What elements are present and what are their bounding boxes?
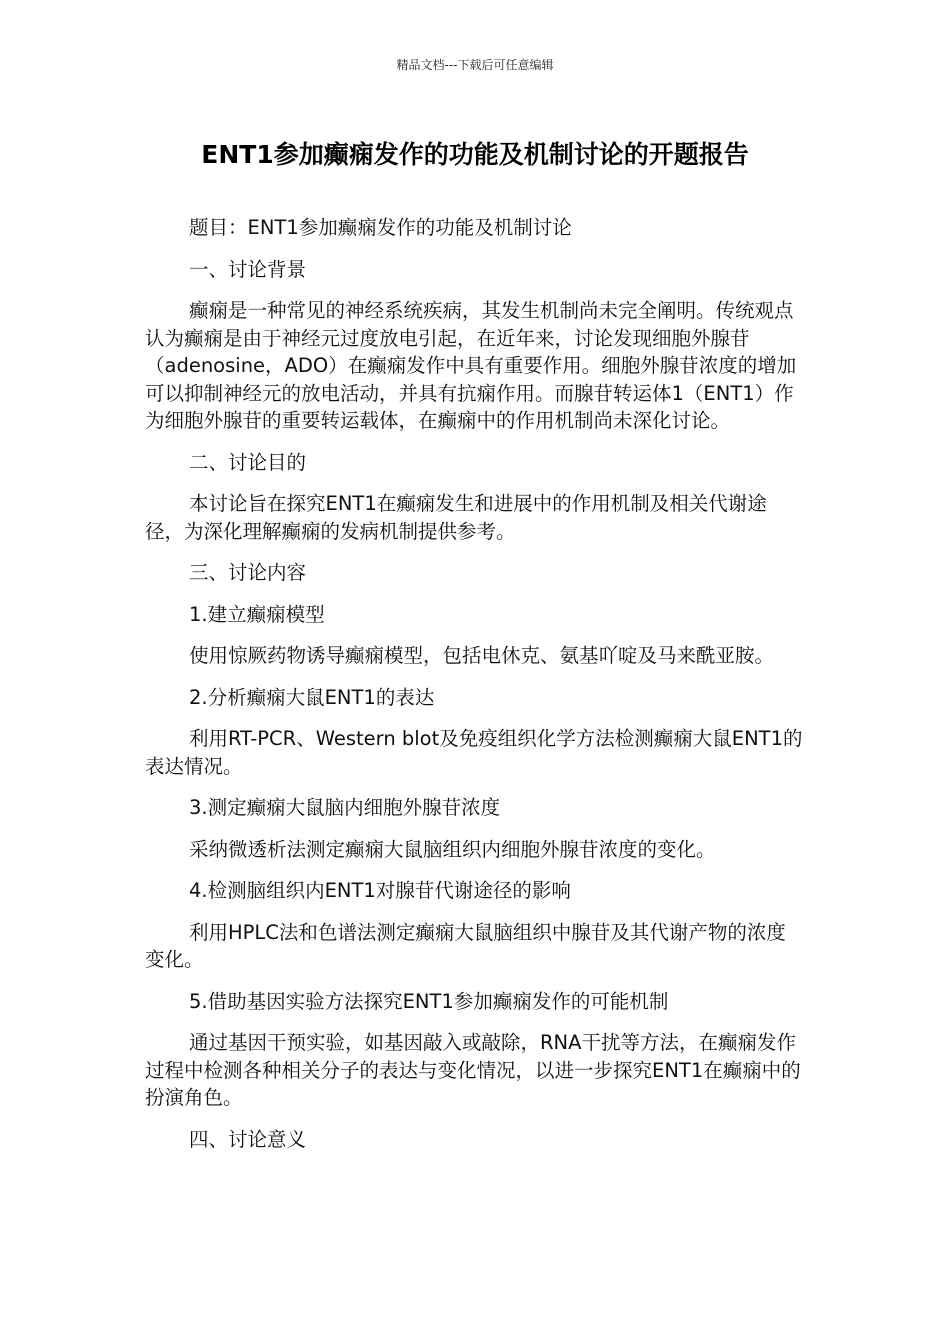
- subheading-5: 5.借助基因实验方法探究ENT1参加癫痫发作的可能机制: [189, 989, 669, 1013]
- document-body: [145, 214, 805, 1167]
- background-paragraph: 癫痫是一种常见的神经系统疾病，其发生机制尚未完全阐明。传统观点认为癫痫是由于神经元过度放电引起，在近年来，讨论发现细胞外腺苷（adenosine，ADO）在癫痫发作中具有重要作用。细胞外腺苷浓度的增加可以抑制神经元的放电活动，并具有抗痫作用。而腺苷转运体1（ENT1）作为细胞外腺苷的重要转运载体，在癫痫中的作用机制尚未深化讨论。: [145, 299, 797, 432]
- paragraph-3: 采纳微透析法测定癫痫大鼠脑组织内细胞外腺苷浓度的变化。: [189, 837, 716, 861]
- subheading-4: 4.检测脑组织内ENT1对腺苷代谢途径的影响: [189, 879, 571, 902]
- paragraph-2: 利用RT-PCR、Western blot及免疫组织化学方法检测癫痫大鼠ENT1的表达情况。: [145, 727, 803, 778]
- subheading-3: 3.测定癫痫大鼠脑内细胞外腺苷浓度: [189, 796, 501, 819]
- document-title: ENT1参加癫痫发作的功能及机制讨论的开题报告: [201, 140, 749, 169]
- section-heading-background: 一、讨论背景: [189, 257, 307, 281]
- paragraph-4: 利用HPLC法和色谱法测定癫痫大鼠脑组织中腺苷及其代谢产物的浓度变化。: [145, 920, 786, 971]
- section-heading-content: 三、讨论内容: [189, 561, 307, 584]
- purpose-paragraph: 本讨论旨在探究ENT1在癫痫发生和进展中的作用机制及相关代谢途径，为深化理解癫痫的发病机制提供参考。: [145, 492, 767, 543]
- topic-line: 题目：ENT1参加癫痫发作的功能及机制讨论: [189, 216, 572, 239]
- paragraph-1: 使用惊厥药物诱导癫痫模型，包括电休克、氨基吖啶及马来酰亚胺。: [189, 644, 775, 667]
- page-header: 精品文档---下载后可任意编辑: [396, 58, 554, 72]
- subheading-2: 2.分析癫痫大鼠ENT1的表达: [189, 685, 435, 709]
- section-heading-significance: 四、讨论意义: [189, 1127, 307, 1151]
- paragraph-5: 通过基因干预实验，如基因敲入或敲除，RNA干扰等方法，在癫痫发作过程中检测各种相关分子的表达与变化情况，以进一步探究ENT1在癫痫中的扮演角色。: [145, 1031, 801, 1109]
- section-heading-purpose: 二、讨论目的: [189, 450, 307, 474]
- subheading-1: 1.建立癫痫模型: [189, 602, 325, 626]
